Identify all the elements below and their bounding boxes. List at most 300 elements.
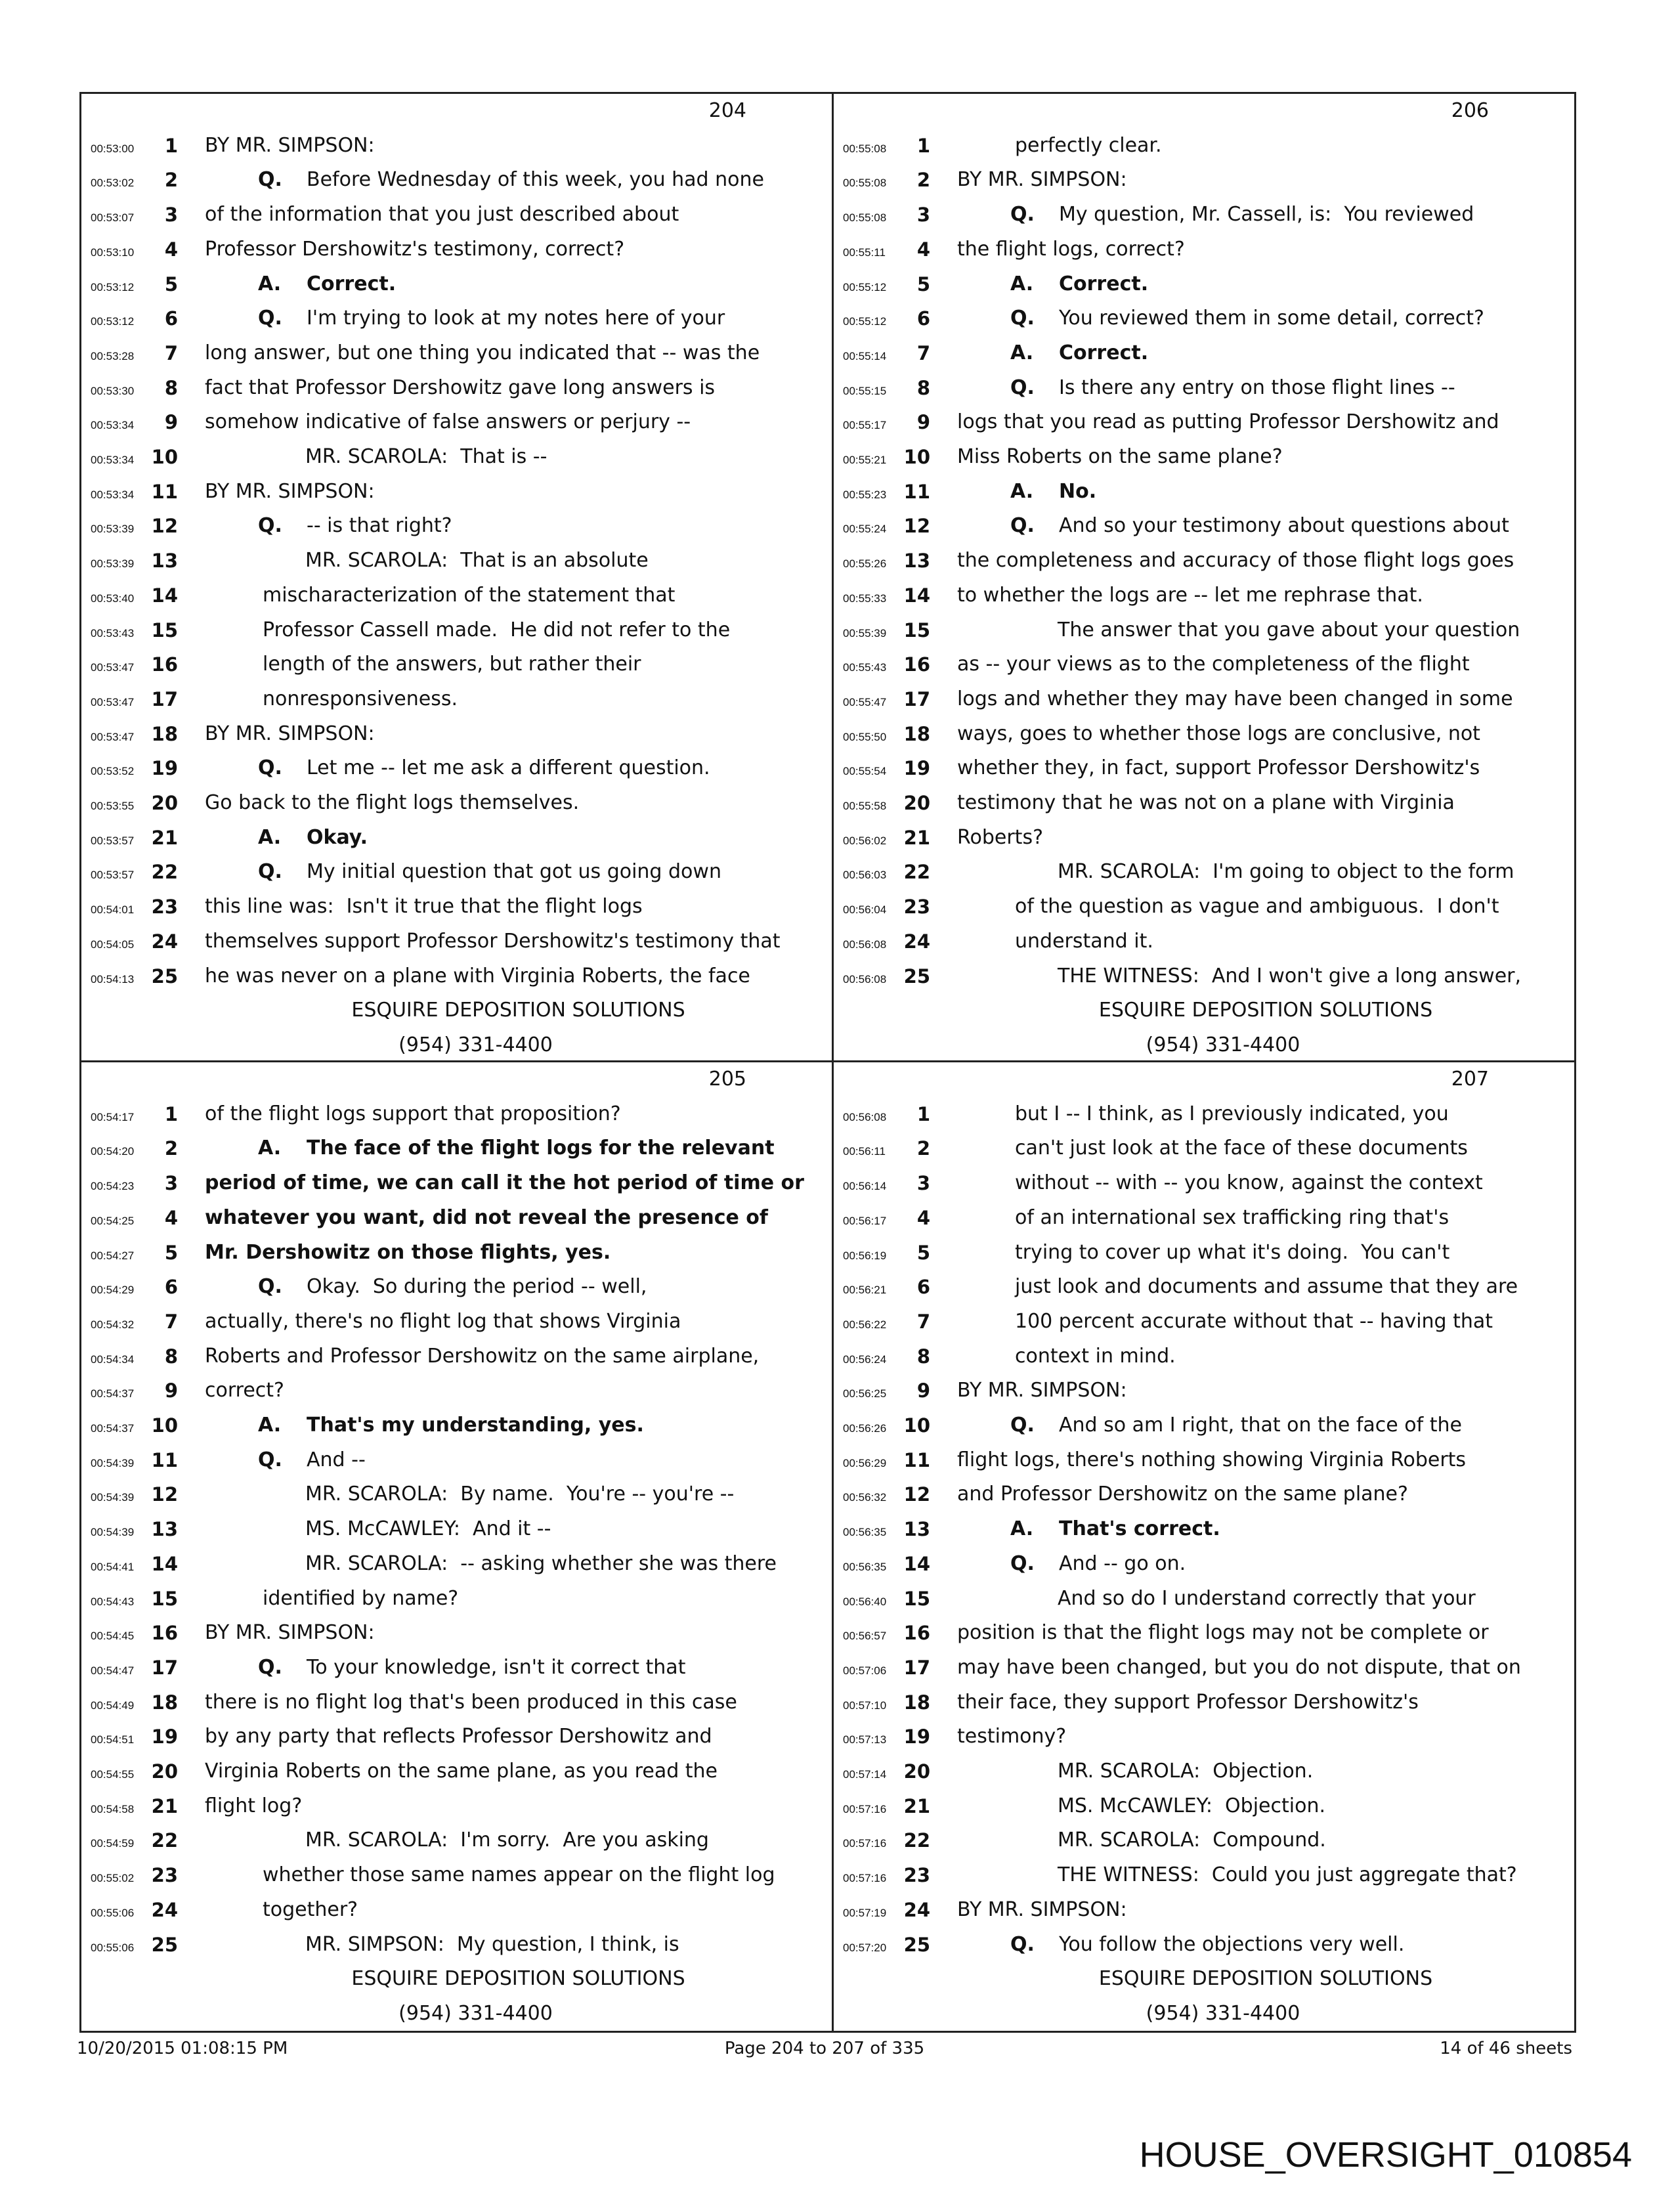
transcript-line — [834, 1166, 1574, 1201]
question-marker: Q. — [258, 860, 282, 884]
line-number: 15 — [903, 618, 930, 641]
transcript-line — [81, 1374, 832, 1408]
line-text: And -- — [307, 1448, 366, 1471]
transcript-line — [834, 1928, 1574, 1963]
line-number: 3 — [164, 204, 178, 227]
line-text: 100 percent accurate without that -- having that — [1015, 1309, 1493, 1333]
line-number: 12 — [151, 515, 178, 538]
transcript-line — [834, 1201, 1574, 1236]
line-text: of the information that you just described about — [205, 203, 679, 227]
transcript-line — [834, 924, 1574, 959]
bates-number: HOUSE_OVERSIGHT_010854 — [1139, 2135, 1632, 2175]
line-number: 13 — [151, 550, 178, 573]
timestamp: 00:57:20 — [843, 1941, 887, 1954]
line-text: MS. McCAWLEY: And it -- — [305, 1517, 551, 1541]
line-number: 5 — [916, 1241, 930, 1264]
line-number: 14 — [903, 1552, 930, 1575]
timestamp: 00:53:40 — [91, 592, 135, 605]
line-number: 10 — [903, 1414, 930, 1437]
line-number: 5 — [164, 272, 178, 295]
line-number: 1 — [164, 134, 178, 157]
line-text: Correct. — [307, 272, 397, 295]
line-text: To your knowledge, isn't it correct that — [307, 1655, 686, 1679]
line-text: Professor Dershowitz's testimony, correct? — [205, 237, 625, 261]
line-text: testimony? — [957, 1725, 1067, 1748]
timestamp: 00:53:47 — [91, 730, 135, 743]
transcript-page — [81, 94, 832, 1060]
transcript-line — [834, 1477, 1574, 1512]
transcript-line — [834, 405, 1574, 440]
line-text: MS. McCAWLEY: Objection. — [1058, 1794, 1326, 1817]
line-number: 19 — [903, 1725, 930, 1748]
timestamp: 00:55:43 — [843, 661, 887, 674]
line-number: 19 — [903, 757, 930, 780]
transcript-line — [81, 1270, 832, 1305]
line-text: identified by name? — [263, 1586, 459, 1610]
timestamp: 00:55:23 — [843, 488, 887, 501]
timestamp: 00:57:16 — [843, 1837, 887, 1850]
transcript-line — [81, 163, 832, 198]
line-text: themselves support Professor Dershowitz's testimony that — [205, 929, 781, 953]
transcript-line — [834, 959, 1574, 994]
line-number: 11 — [903, 1448, 930, 1471]
line-text: fact that Professor Dershowitz gave long answers is — [205, 376, 716, 399]
timestamp: 00:53:55 — [91, 800, 135, 812]
line-number: 21 — [903, 826, 930, 849]
line-text: BY MR. SIMPSON: — [205, 1621, 375, 1645]
line-number: 7 — [164, 1310, 178, 1333]
transcript-line — [834, 163, 1574, 198]
transcript-line — [834, 336, 1574, 371]
timestamp: 00:53:12 — [91, 315, 135, 328]
line-number: 10 — [151, 446, 178, 468]
line-number: 7 — [916, 1310, 930, 1333]
line-text: Miss Roberts on the same plane? — [957, 445, 1283, 468]
line-number: 19 — [151, 1725, 178, 1748]
timestamp: 00:53:07 — [91, 211, 135, 225]
line-text: BY MR. SIMPSON: — [205, 133, 375, 157]
timestamp: 00:54:39 — [91, 1526, 135, 1539]
transcript-line — [81, 1685, 832, 1720]
transcript-line — [81, 129, 832, 163]
line-number: 11 — [151, 1448, 178, 1471]
question-marker: Q. — [258, 1655, 282, 1679]
transcript-line — [81, 544, 832, 578]
transcript-line — [81, 1789, 832, 1824]
transcript-line — [834, 1236, 1574, 1270]
timestamp: 00:53:12 — [91, 280, 135, 293]
timestamp: 00:53:57 — [91, 869, 135, 882]
transcript-line — [834, 1858, 1574, 1893]
reporter-phone: (954) 331-4400 — [1146, 1033, 1300, 1056]
transcript-line — [81, 751, 832, 786]
timestamp: 00:53:00 — [91, 142, 135, 155]
transcript-page — [81, 1062, 832, 2031]
line-text: of the question as vague and ambiguous. I don't — [1015, 895, 1499, 919]
transcript-line — [81, 1616, 832, 1651]
timestamp: 00:55:33 — [843, 592, 887, 605]
line-text: trying to cover up what it's doing. You can't — [1015, 1240, 1450, 1264]
transcript-line — [81, 1131, 832, 1166]
line-text: actually, there's no flight log that shows Virginia — [205, 1309, 681, 1333]
timestamp: 00:54:20 — [91, 1145, 135, 1158]
transcript-line — [81, 855, 832, 890]
timestamp: 00:54:37 — [91, 1387, 135, 1400]
timestamp: 00:56:29 — [843, 1456, 887, 1469]
line-number: 9 — [164, 411, 178, 434]
transcript-line — [81, 1201, 832, 1236]
line-number: 1 — [916, 134, 930, 157]
line-number: 25 — [151, 1933, 178, 1956]
line-number: 3 — [916, 1172, 930, 1195]
answer-marker: A. — [1010, 272, 1034, 295]
line-number: 2 — [164, 169, 178, 192]
line-number: 3 — [916, 204, 930, 227]
timestamp: 00:56:02 — [843, 834, 887, 847]
line-number: 5 — [916, 272, 930, 295]
reporter-company: ESQUIRE DEPOSITION SOLUTIONS — [351, 1967, 685, 1991]
sheet-count: 14 of 46 sheets — [1440, 2039, 1572, 2058]
line-text: and Professor Dershowitz on the same plane? — [957, 1483, 1408, 1506]
timestamp: 00:57:16 — [843, 1802, 887, 1815]
transcript-line — [81, 1166, 832, 1201]
timestamp: 00:54:01 — [91, 903, 135, 917]
line-text: Roberts? — [957, 825, 1044, 849]
timestamp: 00:54:51 — [91, 1733, 135, 1746]
transcript-line — [834, 890, 1574, 924]
line-text: without -- with -- you know, against the context — [1015, 1171, 1483, 1195]
line-number: 22 — [903, 1829, 930, 1852]
line-text: MR. SCAROLA: Objection. — [1058, 1760, 1314, 1783]
timestamp: 00:55:08 — [843, 211, 887, 225]
timestamp: 00:53:47 — [91, 695, 135, 708]
timestamp: 00:54:32 — [91, 1318, 135, 1331]
line-text: understand it. — [1015, 929, 1153, 953]
line-number: 2 — [916, 1137, 930, 1160]
line-number: 24 — [151, 1898, 178, 1921]
line-number: 25 — [903, 1933, 930, 1956]
line-text: Virginia Roberts on the same plane, as you read the — [205, 1760, 718, 1783]
question-marker: Q. — [258, 168, 282, 192]
question-marker: Q. — [258, 1275, 282, 1299]
line-text: logs that you read as putting Professor Dershowitz and — [957, 410, 1499, 434]
line-text: long answer, but one thing you indicated that -- was the — [205, 341, 760, 364]
timestamp: 00:54:39 — [91, 1491, 135, 1504]
line-number: 9 — [916, 1379, 930, 1402]
transcript-line — [81, 1305, 832, 1339]
timestamp: 00:54:59 — [91, 1837, 135, 1850]
transcript-line — [81, 647, 832, 682]
line-number: 1 — [916, 1102, 930, 1125]
reporter-phone: (954) 331-4400 — [1146, 2001, 1300, 2025]
transcript-line — [81, 890, 832, 924]
transcript-line — [834, 301, 1574, 336]
timestamp: 00:54:25 — [91, 1214, 135, 1227]
line-text: testimony that he was not on a plane with Virginia — [957, 791, 1455, 814]
line-text: BY MR. SIMPSON: — [957, 1379, 1127, 1402]
line-text: Before Wednesday of this week, you had none — [307, 168, 764, 192]
transcript-line — [834, 1408, 1574, 1443]
line-text: mischaracterization of the statement that — [263, 583, 676, 607]
line-number: 23 — [151, 896, 178, 919]
line-number: 20 — [903, 1760, 930, 1783]
page-number: 207 — [1451, 1068, 1489, 1091]
transcript-line — [834, 198, 1574, 232]
line-text: MR. SCAROLA: That is an absolute — [305, 549, 649, 573]
transcript-line — [81, 301, 832, 336]
line-number: 13 — [903, 1518, 930, 1541]
timestamp: 00:53:39 — [91, 523, 135, 536]
line-text: MR. SIMPSON: My question, I think, is — [305, 1932, 679, 1956]
line-text: correct? — [205, 1379, 284, 1402]
line-text: My initial question that got us going down — [307, 860, 721, 884]
line-text: context in mind. — [1015, 1344, 1176, 1368]
transcript-line — [834, 1443, 1574, 1478]
line-text: And so am I right, that on the face of the — [1059, 1414, 1462, 1437]
timestamp: 00:55:39 — [843, 626, 887, 640]
transcript-line — [81, 475, 832, 510]
timestamp: 00:56:19 — [843, 1249, 887, 1262]
line-text: Okay. So during the period -- well, — [307, 1275, 647, 1299]
line-number: 8 — [164, 1345, 178, 1368]
line-number: 9 — [916, 411, 930, 434]
line-text: The face of the flight logs for the relevant — [307, 1137, 775, 1160]
line-text: And so your testimony about questions about — [1059, 514, 1509, 538]
timestamp: 00:56:08 — [843, 1110, 887, 1123]
transcript-line — [81, 336, 832, 371]
line-text: And -- go on. — [1059, 1551, 1186, 1575]
transcript-line — [81, 821, 832, 856]
line-number: 20 — [151, 1760, 178, 1783]
line-text: BY MR. SIMPSON: — [957, 1898, 1127, 1921]
timestamp: 00:56:03 — [843, 869, 887, 882]
timestamp: 00:55:54 — [843, 765, 887, 778]
line-text: logs and whether they may have been changed in some — [957, 687, 1513, 710]
transcript-line — [81, 924, 832, 959]
line-text: MR. SCAROLA: By name. You're -- you're -- — [305, 1483, 735, 1506]
timestamp: 00:56:08 — [843, 972, 887, 986]
transcript-line — [81, 717, 832, 752]
timestamp: 00:55:47 — [843, 695, 887, 708]
timestamp: 00:55:08 — [843, 142, 887, 155]
line-number: 7 — [164, 341, 178, 364]
line-text: BY MR. SIMPSON: — [957, 168, 1127, 192]
transcript-line — [81, 232, 832, 267]
line-number: 10 — [903, 446, 930, 468]
timestamp: 00:54:17 — [91, 1110, 135, 1123]
line-text: The answer that you gave about your question — [1058, 618, 1520, 641]
transcript-page — [834, 94, 1574, 1060]
reporter-company: ESQUIRE DEPOSITION SOLUTIONS — [1098, 999, 1433, 1022]
question-marker: Q. — [1010, 1932, 1035, 1956]
timestamp: 00:55:24 — [843, 523, 887, 536]
page-number: 204 — [708, 99, 746, 122]
line-number: 4 — [164, 238, 178, 261]
line-text: together? — [263, 1898, 358, 1921]
line-text: MR. SCAROLA: I'm sorry. Are you asking — [305, 1829, 709, 1852]
answer-marker: A. — [1010, 479, 1034, 503]
line-text: That's correct. — [1059, 1517, 1220, 1541]
transcript-line — [81, 1236, 832, 1270]
transcript-line — [81, 405, 832, 440]
line-number: 13 — [151, 1518, 178, 1541]
question-marker: Q. — [258, 1448, 282, 1471]
timestamp: 00:54:13 — [91, 972, 135, 986]
line-text: Okay. — [307, 825, 368, 849]
transcript-line — [834, 129, 1574, 163]
line-number: 18 — [151, 1691, 178, 1714]
line-text: whatever you want, did not reveal the presence of — [205, 1205, 768, 1229]
transcript-line — [81, 198, 832, 232]
timestamp: 00:55:12 — [843, 280, 887, 293]
transcript-line — [834, 267, 1574, 302]
line-text: THE WITNESS: Could you just aggregate that? — [1058, 1863, 1517, 1887]
line-number: 18 — [903, 1691, 930, 1714]
line-text: flight log? — [205, 1794, 303, 1817]
line-number: 12 — [903, 515, 930, 538]
transcript-line — [834, 1651, 1574, 1685]
line-text: of an international sex trafficking ring that's — [1015, 1205, 1449, 1229]
line-text: period of time, we can call it the hot period of time or — [205, 1171, 804, 1195]
line-text: Roberts and Professor Dershowitz on the same airplane, — [205, 1344, 760, 1368]
answer-marker: A. — [258, 1414, 282, 1437]
line-text: MR. SCAROLA: Compound. — [1058, 1829, 1326, 1852]
timestamp: 00:54:43 — [91, 1595, 135, 1608]
line-text: Is there any entry on those flight lines -- — [1059, 376, 1455, 399]
line-text: -- is that right? — [307, 514, 452, 538]
question-marker: Q. — [258, 514, 282, 538]
line-number: 17 — [903, 1656, 930, 1679]
transcript-line — [834, 1305, 1574, 1339]
question-marker: Q. — [1010, 1414, 1035, 1437]
line-number: 13 — [903, 550, 930, 573]
timestamp: 00:56:26 — [843, 1422, 887, 1435]
timestamp: 00:53:34 — [91, 454, 135, 466]
timestamp: 00:54:45 — [91, 1630, 135, 1643]
line-number: 23 — [903, 896, 930, 919]
line-number: 21 — [151, 1794, 178, 1817]
timestamp: 00:54:49 — [91, 1699, 135, 1712]
line-number: 24 — [903, 1898, 930, 1921]
timestamp: 00:56:40 — [843, 1595, 887, 1608]
answer-marker: A. — [258, 1137, 282, 1160]
transcript-line — [81, 682, 832, 717]
line-number: 16 — [903, 653, 930, 676]
timestamp: 00:56:57 — [843, 1630, 887, 1643]
timestamp: 00:53:10 — [91, 246, 135, 259]
print-timestamp: 10/20/2015 01:08:15 PM — [77, 2039, 288, 2058]
timestamp: 00:55:26 — [843, 557, 887, 571]
transcript-line — [81, 1443, 832, 1478]
timestamp: 00:53:57 — [91, 834, 135, 847]
timestamp: 00:54:34 — [91, 1353, 135, 1366]
line-number: 22 — [151, 1829, 178, 1852]
timestamp: 00:53:34 — [91, 419, 135, 432]
timestamp: 00:55:02 — [91, 1872, 135, 1885]
line-text: Let me -- let me ask a different question. — [307, 756, 710, 780]
transcript-line — [81, 1651, 832, 1685]
page-number: 205 — [708, 1068, 746, 1091]
line-number: 6 — [164, 307, 178, 330]
line-text: Go back to the flight logs themselves. — [205, 791, 580, 814]
line-text: to whether the logs are -- let me rephrase that. — [957, 583, 1423, 607]
transcript-line — [834, 232, 1574, 267]
timestamp: 00:55:14 — [843, 349, 887, 362]
transcript-line — [834, 751, 1574, 786]
line-number: 1 — [164, 1102, 178, 1125]
timestamp: 00:53:28 — [91, 349, 135, 362]
line-text: the flight logs, correct? — [957, 237, 1185, 261]
line-text: may have been changed, but you do not dispute, that on — [957, 1655, 1521, 1679]
timestamp: 00:54:55 — [91, 1768, 135, 1781]
line-number: 24 — [151, 930, 178, 953]
transcript-line — [81, 371, 832, 406]
transcript-line — [834, 1616, 1574, 1651]
timestamp: 00:56:35 — [843, 1526, 887, 1539]
line-number: 12 — [151, 1483, 178, 1506]
timestamp: 00:54:05 — [91, 938, 135, 951]
line-text: length of the answers, but rather their — [263, 653, 641, 676]
transcript-line — [834, 821, 1574, 856]
line-text: ways, goes to whether those logs are conclusive, not — [957, 722, 1480, 745]
transcript-line — [81, 1408, 832, 1443]
timestamp: 00:56:25 — [843, 1387, 887, 1400]
timestamp: 00:56:22 — [843, 1318, 887, 1331]
question-marker: Q. — [1010, 307, 1035, 330]
line-number: 4 — [916, 1206, 930, 1229]
line-text: by any party that reflects Professor Dershowitz and — [205, 1725, 712, 1748]
line-text: he was never on a plane with Virginia Roberts, the face — [205, 964, 750, 987]
reporter-company: ESQUIRE DEPOSITION SOLUTIONS — [1098, 1967, 1433, 1991]
timestamp: 00:56:17 — [843, 1214, 887, 1227]
question-marker: Q. — [1010, 514, 1035, 538]
line-text: as -- your views as to the completeness of the flight — [957, 653, 1470, 676]
timestamp: 00:55:50 — [843, 730, 887, 743]
transcript-line — [834, 1720, 1574, 1754]
line-number: 19 — [151, 757, 178, 780]
line-text: the completeness and accuracy of those flight logs goes — [957, 549, 1514, 573]
line-number: 5 — [164, 1241, 178, 1264]
transcript-line — [81, 509, 832, 544]
line-text: Correct. — [1059, 341, 1149, 364]
transcript-line — [834, 1685, 1574, 1720]
timestamp: 00:54:29 — [91, 1284, 135, 1297]
timestamp: 00:55:06 — [91, 1906, 135, 1919]
line-number: 4 — [916, 238, 930, 261]
timestamp: 00:56:04 — [843, 903, 887, 917]
transcript-line — [81, 440, 832, 475]
line-number: 14 — [151, 1552, 178, 1575]
timestamp: 00:55:15 — [843, 384, 887, 397]
transcript-line — [81, 1893, 832, 1928]
question-marker: Q. — [258, 756, 282, 780]
transcript-line — [834, 1339, 1574, 1374]
line-text: Mr. Dershowitz on those flights, yes. — [205, 1240, 611, 1264]
line-number: 9 — [164, 1379, 178, 1402]
line-number: 16 — [151, 1622, 178, 1645]
line-number: 14 — [903, 584, 930, 607]
line-text: Correct. — [1059, 272, 1149, 295]
line-text: this line was: Isn't it true that the flight logs — [205, 895, 643, 919]
line-number: 21 — [903, 1794, 930, 1817]
line-number: 22 — [903, 861, 930, 884]
page-number: 206 — [1451, 99, 1489, 122]
line-text: flight logs, there's nothing showing Virginia Roberts — [957, 1448, 1467, 1471]
line-text: of the flight logs support that proposition? — [205, 1102, 621, 1125]
line-number: 2 — [916, 169, 930, 192]
transcript-line — [834, 717, 1574, 752]
line-text: can't just look at the face of these documents — [1015, 1137, 1468, 1160]
